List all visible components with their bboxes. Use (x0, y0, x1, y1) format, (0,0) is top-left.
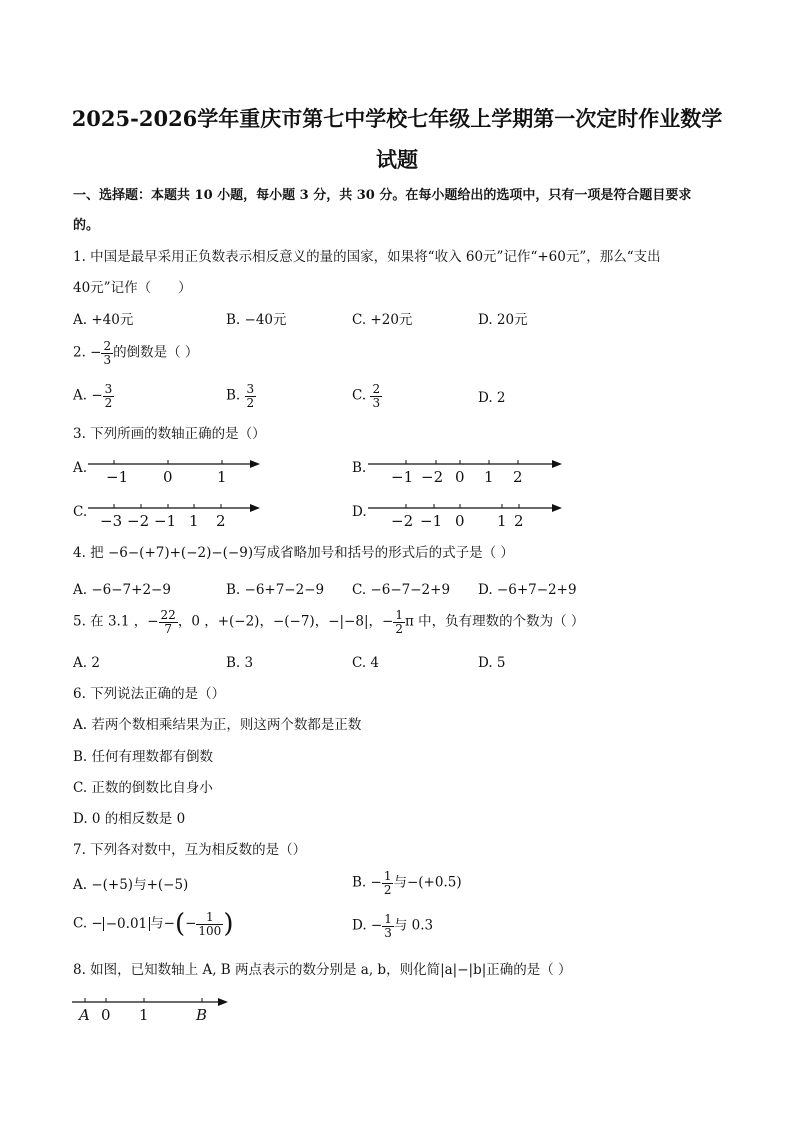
q3-numberline-d (366, 500, 566, 530)
axis-arrow (552, 504, 562, 512)
frac-den: 2 (104, 395, 113, 410)
q2-suffix: 的倒数是（ ） (113, 344, 199, 361)
opt-part: 与− (150, 915, 175, 932)
q3-label-c: C. (73, 504, 88, 520)
frac-num: 1 (196, 911, 223, 925)
q7-option-a: A. −(+5)与+(−5) (73, 877, 189, 893)
q3-label-d: D. (352, 504, 367, 520)
q7-option-b (352, 870, 462, 896)
q6-option-b: B. 任何有理数都有倒数 (73, 749, 214, 765)
tick-label: −1 (391, 468, 414, 486)
q8-numberline (70, 994, 240, 1024)
frac-den: 3 (372, 395, 381, 410)
tick-label: −3 (100, 512, 123, 530)
fraction (103, 383, 115, 409)
opt-part: C. − (73, 915, 103, 932)
fraction (382, 870, 394, 896)
q3-numberline-b (366, 456, 566, 486)
tick-label: −2 (421, 468, 444, 486)
question-7-text: 7. 下列各对数中，互为相反数的是（） (73, 842, 307, 858)
exam-title-line1: 2025-2026学年重庆市第七中学校七年级上学期第一次定时作业数学 (71, 106, 723, 131)
numberline-b-svg (366, 456, 566, 486)
frac-num: 1 (383, 869, 392, 883)
numberline-q8-svg (70, 994, 240, 1024)
q6-option-c: C. 正数的倒数比自身小 (73, 780, 213, 796)
question-2-text (73, 340, 198, 366)
axis-arrow (250, 460, 260, 468)
frac-num: 22 (160, 608, 176, 622)
axis-arrow (250, 504, 260, 512)
question-4-text: 4. 把 −6−(+7)+(−2)−(−9)写成省略加号和括号的形式后的式子是（ ） (73, 545, 514, 561)
opt-part: D. − (352, 917, 383, 934)
q1-option-c: C. +20元 (352, 312, 413, 328)
axis-arrow (552, 460, 562, 468)
tick-label: 0 (163, 468, 173, 486)
tick-label: −1 (106, 468, 129, 486)
tick-label: −2 (127, 512, 150, 530)
q5-option-d: D. 5 (478, 655, 506, 671)
tick-label: 2 (513, 468, 523, 486)
tick-label: 1 (484, 468, 494, 486)
q5-part: π 中，负有理数的个数为（ ） (404, 613, 585, 630)
frac-num: 1 (384, 912, 392, 926)
q5-option-a: A. 2 (73, 655, 100, 671)
q6-option-a: A. 若两个数相乘结果为正，则这两个数都是正数 (73, 717, 362, 733)
frac-den: 2 (246, 395, 255, 410)
question-6-text: 6. 下列说法正确的是（） (73, 686, 226, 702)
tick-label: 2 (514, 512, 524, 530)
q1-option-a: A. +40元 (73, 312, 134, 328)
q4-option-d: D. −6+7−2+9 (478, 582, 577, 598)
frac-num: 2 (372, 382, 381, 396)
q3-label-b: B. (352, 460, 367, 476)
question-1-text-cont: 40元”记作（ ） (73, 280, 192, 296)
question-3-text: 3. 下列所画的数轴正确的是（） (73, 426, 266, 442)
q3-label-a: A. (73, 460, 88, 476)
fraction (159, 609, 178, 635)
question-1-text: 1. 中国是最早采用正负数表示相反意义的量的国家，如果将“收入 60元”记作“+60元”，那么“支出 (73, 249, 661, 265)
tick-label: −1 (154, 512, 177, 530)
q4-option-a: A. −6−7+2−9 (73, 582, 171, 598)
axis-arrow (218, 998, 228, 1006)
tick-label: 1 (189, 512, 199, 530)
q2-option-b (226, 383, 256, 409)
numberline-c-svg (86, 500, 266, 530)
frac-num: 1 (395, 608, 403, 622)
frac-num: 2 (103, 339, 112, 353)
section-heading-cont: 的。 (73, 218, 100, 233)
opt-label: C. (352, 387, 371, 404)
absolute-value: −0.01 (103, 917, 150, 932)
fraction (393, 609, 405, 635)
q3-numberline-a (86, 456, 266, 486)
q1-option-b: B. −40元 (226, 312, 287, 328)
tick-label: −2 (391, 512, 414, 530)
tick-label: 1 (217, 468, 227, 486)
fraction (382, 913, 394, 939)
fraction (101, 340, 113, 366)
opt-label: A. − (73, 387, 103, 404)
frac-num: 3 (104, 382, 113, 396)
tick-label: 0 (101, 1006, 111, 1024)
q2-prefix: 2. − (73, 344, 102, 361)
frac-den: 7 (164, 621, 172, 636)
numberline-d-svg (366, 500, 566, 530)
paren: ) (223, 909, 234, 940)
frac-den: 2 (395, 621, 403, 636)
q5-part: ，0 ，+(−2)，−(−7)，−|−8|，− (177, 613, 394, 630)
tick-label: 1 (497, 512, 507, 530)
point-label-a: A (79, 1006, 90, 1024)
fraction (196, 911, 223, 937)
fraction (370, 383, 382, 409)
q5-part: 5. 在 3.1 ，− (73, 613, 159, 630)
fraction (245, 383, 257, 409)
opt-label: B. (226, 387, 245, 404)
q3-numberline-c (86, 500, 266, 530)
q5-option-b: B. 3 (226, 655, 254, 671)
paren: ( (174, 909, 186, 940)
tick-label: 0 (455, 468, 465, 486)
question-5-text (73, 609, 584, 635)
opt-part: 与−(+0.5) (393, 874, 462, 891)
point-label-b: B (196, 1006, 208, 1024)
q5-option-c: C. 4 (352, 655, 380, 671)
q2-option-c (352, 383, 382, 409)
frac-den: 3 (384, 925, 392, 940)
numberline-a-svg (86, 456, 266, 486)
frac-num: 3 (246, 382, 255, 396)
tick-label: 0 (455, 512, 465, 530)
question-8-text: 8. 如图，已知数轴上 A, B 两点表示的数分别是 a, b，则化简|a|−|b|正确的是（ ） (73, 962, 572, 978)
q2-option-a (73, 383, 114, 409)
frac-den: 3 (103, 352, 112, 367)
tick-label: 2 (216, 512, 226, 530)
q7-option-d (352, 913, 433, 939)
section-heading: 一、选择题：本题共 10 小题，每小题 3 分，共 30 分。在每小题给出的选项中，只有一项是符合题目要求 (73, 188, 692, 203)
q1-option-d: D. 20元 (478, 312, 528, 328)
q4-option-b: B. −6+7−2−9 (226, 582, 325, 598)
exam-title-line2: 试题 (376, 147, 418, 172)
opt-part: 与 0.3 (393, 917, 434, 934)
frac-den: 2 (383, 882, 392, 897)
opt-part: B. − (352, 874, 382, 891)
frac-den: 100 (198, 923, 222, 938)
q6-option-d: D. 0 的相反数是 0 (73, 811, 186, 827)
tick-label: 1 (139, 1006, 149, 1024)
q7-option-c: C. − −0.01 与−(− $\frac{1}{100}$ ) (73, 909, 234, 940)
q2-option-d: D. 2 (478, 390, 506, 406)
tick-label: −1 (420, 512, 443, 530)
q4-option-c: C. −6−7−2+9 (352, 582, 451, 598)
